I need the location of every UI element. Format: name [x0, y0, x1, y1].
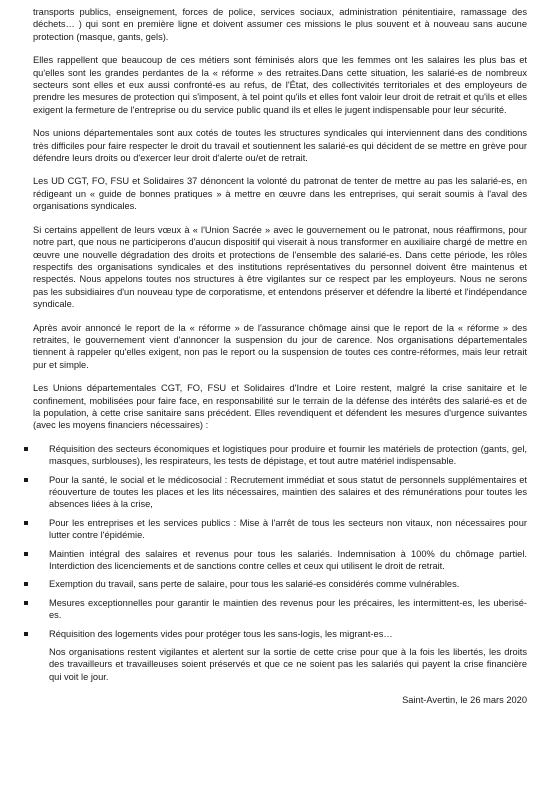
list-item-text: Pour les entreprises et les services publics : Mise à l'arrêt de tous les secteurs non vitaux, non nécessaires pour lutter contre l'épidémie. [49, 517, 527, 541]
closing-paragraph: Nos organisations restent vigilantes et alertent sur la sortie de cette crise pour que à la fois les libertés, les droits des travailleurs et travailleuses soient préservés et que ce ne soient pas les salariés qui payent la crise financière qui voit le jour. [49, 647, 527, 682]
square-bullet-icon [24, 552, 28, 556]
paragraph-7: Les Unions départementales CGT, FO, FSU et Solidaires d'Indre et Loire restent, malgré la crise sanitaire et le confinement, mobilisées pour faire face, en responsabilité sur le terrain de la défense des intérêts des salarié-es et de la population, à cette crise sanitaire sans précédent. Elles revendiquent et défendent les mesures d'urgence suivantes (avec les moyens financiers nécessaires) : [33, 383, 527, 431]
square-bullet-icon [24, 582, 28, 586]
square-bullet-icon [24, 601, 28, 605]
square-bullet-icon [24, 478, 28, 482]
list-item [33, 548, 527, 573]
list-item-text: Réquisition des secteurs économiques et logistiques pour produire et fournir les matériels de protection (gants, gel, masques, surblouses), les respirateurs, les tests de dépistage, et tout autre matériel indispensable. [49, 443, 527, 467]
list-item-text: Maintien intégral des salaires et revenus pour tous les salariés. Indemnisation à 100% du chômage partiel. Interdiction des licenciements et de sanctions contre celles et ceux qui utilisent le droit de retrait. [49, 548, 527, 572]
list-item-text: Exemption du travail, sans perte de salaire, pour tous les salarié-es considérés comme vulnérables. [49, 579, 460, 590]
paragraph-4: Les UD CGT, FO, FSU et Solidaires 37 dénoncent la volonté du patronat de tenter de mettre au pas les salarié-es, en rédigeant un « guide de bonnes pratiques » à mettre en œuvre dans les entreprises, qui serait soumis à l'aval des organisations syndicales. [33, 176, 527, 212]
list-item [33, 628, 527, 640]
paragraph-1: transports publics, enseignement, forces de police, services sociaux, administration pénitentiaire, ramassage des déchets… ) qui sont en première ligne et doivent assumer ces missions le plus souvent et à nouveau sans aucune protection (masque, gants, gels). [33, 7, 527, 42]
paragraph-2: Elles rappellent que beaucoup de ces métiers sont féminisés alors que les femmes ont les salaires les plus bas et qu'elles sont les grandes perdantes de la « réforme » des retraites.Dans cette situation, les salarié-es de nombreux secteurs sont elles et eux aussi confronté-es au refus, de l'État, des collectivités territoriales et des employeurs de prendre les mesures de protection qui s'imposent, à tel point qu'ils et elles font valoir leur droit de retrait et qu'ils et elles exigent la fermeture de l'entreprise ou du service public quand ils et elles le jugent indispensable pour leur sécurité. [33, 55, 527, 115]
list-item [33, 578, 527, 590]
document-page [33, 6, 527, 718]
list-item-text: Pour la santé, le social et le médicosocial : Recrutement immédiat et sous statut de personnels supplémentaires et réouverture de toutes les places et les lits nécessaires, maintien des salaires et des rémunérations pour toutes les absences liées à la crise, [49, 474, 527, 510]
demands-list [33, 443, 527, 640]
paragraph-6: Après avoir annoncé le report de la « réforme » de l'assurance chômage ainsi que le report de la « réforme » des retraites, le gouvernement vient d'annoncer la suspension du jour de carence. Nos organisations départementales tiennent à rappeler qu'elles exigent, non pas le report ou la suspension de toutes ces contre-réformes, mais leur retrait pur et simple. [33, 322, 527, 370]
list-item [33, 474, 527, 511]
paragraph-5: Si certains appellent de leurs vœux à « l'Union Sacrée » avec le gouvernement ou le patronat, nous réaffirmons, pour notre part, que nous ne participerons d'aucun dispositif qui viserait à nous transformer en auxiliaire chargé de mettre en œuvre une nouvelle dégradation des droits et protections de l'ensemble des salarié-es. Dans cette période, les rôles respectifs des organisations syndicales et des institutions représentatives du personnel doivent être maintenus et respectés. Nous appelons toutes nos structures à être vigilantes sur ce respect par les employeurs. Nous ne serons pas les subsidiaires d'un nouveau type de corporatisme, et entendons préserver et défendre la liberté et l'indépendance syndicale. [33, 224, 527, 310]
square-bullet-icon [24, 447, 28, 451]
list-item [33, 517, 527, 542]
list-item-text: Mesures exceptionnelles pour garantir le maintien des revenus pour les précaires, les intermittent-es, les uberisé-es. [49, 597, 527, 621]
list-item [33, 443, 527, 468]
list-item [33, 597, 527, 622]
paragraph-3: Nos unions départementales sont aux cotés de toutes les structures syndicales qui interviennent dans des conditions très difficiles pour faire respecter le droit du travail et soutiennent les salarié-es qui décident de se mettre en grève pour défendre leurs droits ou d'exercer leur droit d'alerte ou/et de retrait. [33, 128, 527, 164]
square-bullet-icon [24, 632, 28, 636]
square-bullet-icon [24, 521, 28, 525]
signature-date: Saint-Avertin, le 26 mars 2020 [402, 695, 527, 706]
list-item-text: Réquisition des logements vides pour protéger tous les sans-logis, les migrant-es… [49, 628, 393, 639]
